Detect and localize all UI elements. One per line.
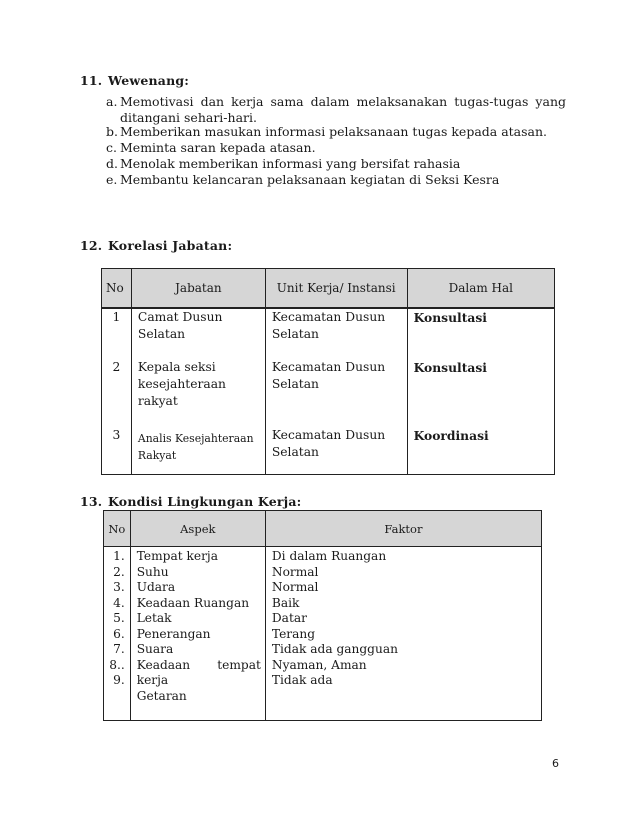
list-letter: e. [106, 172, 118, 187]
section-12-heading [80, 238, 232, 253]
unit-kerja-text: Selatan [271, 327, 319, 341]
list-letter: a. [106, 94, 118, 109]
section-number: 12. [80, 238, 103, 253]
row-number: 6. [113, 626, 125, 641]
jabatan-text: Kepala seksi [137, 360, 216, 374]
dalam-hal-cell: Konsultasi [407, 308, 554, 359]
row-number: 1 [102, 308, 132, 359]
jabatan-text: Analis Kesejahteraan [137, 432, 254, 445]
list-letter: c. [106, 140, 117, 155]
faktor-text: Di dalam Ruangan [271, 549, 387, 563]
list-text: Memberikan masukan informasi pelaksanaan tugas kepada atasan. [120, 124, 548, 139]
aspek-text: Penerangan [136, 626, 211, 641]
jabatan-text: Rakyat [137, 449, 177, 462]
column-header-dalam-hal: Dalam Hal [407, 269, 554, 309]
list-item [106, 172, 566, 188]
list-letter: b. [106, 124, 118, 139]
korelasi-jabatan-table [101, 268, 555, 475]
column-header-aspek: Aspek [130, 511, 265, 547]
column-header-unit-kerja: Unit Kerja/ Instansi [265, 269, 407, 309]
unit-kerja-text: Kecamatan Dusun [271, 428, 386, 442]
table-row [104, 547, 542, 721]
unit-kerja-text: Kecamatan Dusun [271, 310, 386, 324]
faktor-column [265, 547, 541, 721]
list-item [106, 124, 566, 140]
table-row [102, 308, 555, 359]
unit-kerja-cell [265, 359, 407, 427]
section-number: 11. [80, 73, 103, 88]
page-number: 6 [552, 757, 559, 770]
faktor-text: Nyaman, Aman [271, 657, 367, 672]
column-header-faktor: Faktor [265, 511, 541, 547]
column-header-no: No [104, 511, 131, 547]
faktor-text: Normal [271, 580, 319, 594]
dalam-hal-cell: Koordinasi [407, 427, 554, 475]
row-number: 3. [113, 580, 125, 594]
section-13-heading [80, 494, 302, 509]
aspek-text: Suhu [136, 564, 169, 579]
jabatan-cell [131, 427, 265, 475]
list-text: Menolak memberikan informasi yang bersifat rahasia [120, 156, 461, 171]
list-text-continued: ditangani sehari-hari. [120, 110, 257, 125]
section-11-heading [80, 73, 189, 88]
row-number: 1. [113, 549, 125, 563]
table-header-row [104, 511, 542, 547]
row-number: 7. [113, 642, 125, 656]
faktor-text: Tidak ada gangguan [271, 642, 398, 656]
faktor-text: Terang [271, 626, 316, 641]
jabatan-text: kesejahteraan [137, 377, 226, 391]
jabatan-text: Camat Dusun [137, 310, 223, 324]
aspek-text: kerja [136, 673, 169, 687]
list-letter: d. [106, 156, 118, 171]
faktor-text: Baik [271, 595, 300, 610]
row-number: 2 [102, 359, 132, 427]
column-header-jabatan: Jabatan [131, 269, 265, 309]
faktor-text: Normal [271, 564, 319, 579]
unit-kerja-text: Selatan [271, 377, 319, 391]
section-title: Wewenang: [108, 73, 190, 88]
dalam-hal-cell: Konsultasi [407, 359, 554, 427]
jabatan-cell [131, 359, 265, 427]
aspek-text: Suara [136, 642, 174, 656]
list-text: Memotivasi dan kerja sama dalam melaksanakan tugas-tugas yang [120, 94, 566, 109]
row-number: 8.. [109, 657, 125, 672]
faktor-text: Tidak ada [271, 673, 333, 687]
row-number: 3 [102, 427, 132, 475]
row-number: 5. [113, 611, 125, 625]
table-row [102, 359, 555, 427]
number-column [104, 547, 131, 721]
list-text: Membantu kelancaran pelaksanaan kegiatan di Seksi Kesra [120, 172, 500, 187]
table-header-row [102, 269, 555, 309]
list-item [106, 156, 566, 172]
section-title: Korelasi Jabatan: [108, 238, 233, 253]
aspek-text: Keadaan tempat [136, 657, 261, 672]
aspek-text: Udara [136, 580, 176, 594]
section-number: 13. [80, 494, 103, 509]
jabatan-cell [131, 308, 265, 359]
row-number: 4. [113, 595, 125, 610]
aspek-text: Keadaan Ruangan [136, 595, 250, 610]
kondisi-lingkungan-table [103, 510, 542, 721]
list-text: Meminta saran kepada atasan. [120, 140, 316, 155]
unit-kerja-text: Selatan [271, 445, 319, 459]
aspek-text: Getaran [136, 688, 187, 703]
unit-kerja-cell [265, 308, 407, 359]
aspek-text: Tempat kerja [136, 549, 218, 563]
jabatan-text: Selatan [137, 327, 186, 341]
row-number: 9. [113, 673, 125, 687]
faktor-text: Datar [271, 611, 307, 625]
aspek-text: Letak [136, 611, 172, 625]
aspek-column [130, 547, 265, 721]
list-item [106, 94, 566, 126]
unit-kerja-text: Kecamatan Dusun [271, 360, 386, 374]
column-header-no: No [102, 269, 132, 309]
unit-kerja-cell [265, 427, 407, 475]
table-row [102, 427, 555, 475]
section-title: Kondisi Lingkungan Kerja: [108, 494, 302, 509]
row-number: 2. [113, 564, 125, 579]
jabatan-text: rakyat [137, 394, 178, 408]
list-item [106, 140, 566, 156]
